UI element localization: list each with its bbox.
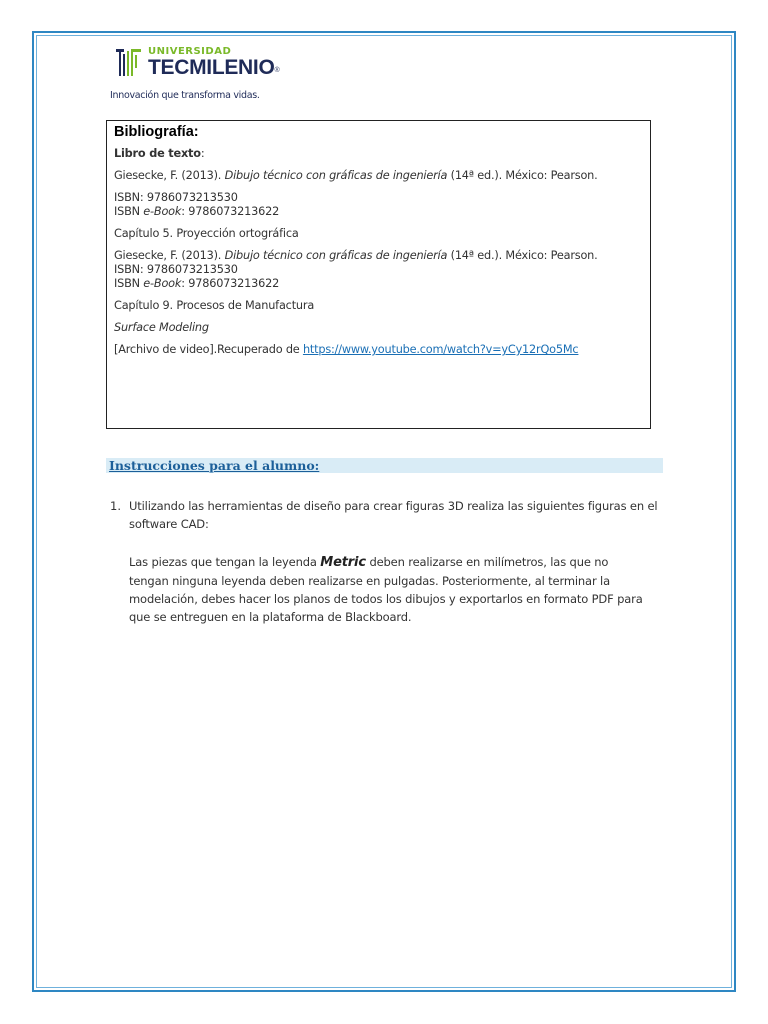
isbn-2: ISBN: 9786073213530 xyxy=(114,263,238,276)
list-item-number: 1. xyxy=(110,499,121,513)
logo-university-text: UNIVERSIDAD xyxy=(148,46,232,57)
logo-name xyxy=(148,56,279,80)
video-title-text: Surface Modeling xyxy=(114,321,209,334)
list-item-text: Utilizando las herramientas de diseño para crear figuras 3D realiza las siguientes figuras en el software CAD: xyxy=(129,499,658,531)
instructions-paragraph xyxy=(129,553,649,626)
ebook2-prefix: ISBN xyxy=(114,277,144,290)
ebook-isbn-1 xyxy=(114,205,643,219)
metric-keyword: Metric xyxy=(320,555,366,570)
bibliography-box xyxy=(106,120,651,429)
ebook1-prefix: ISBN xyxy=(114,205,144,218)
entry2-publisher: (14ª ed.). México: Pearson. xyxy=(447,249,598,262)
para-before: Las piezas que tengan la leyenda xyxy=(129,555,321,569)
para-after: deben realizarse en milímetros, las que no tengan ninguna leyenda deben realizarse en pulgadas. Posteriormente, al terminar la modelación, debes hacer los planos de todos los dibujos y exportarlos en formato PDF para que se entreguen en la plataforma de Blackboard. xyxy=(129,555,643,624)
university-logo xyxy=(110,42,310,104)
textbook-label: Libro de texto xyxy=(114,147,201,160)
entry1-publisher: (14ª ed.). México: Pearson. xyxy=(447,169,598,182)
reference-entry-1 xyxy=(114,169,643,183)
chapter-1: Capítulo 5. Proyección ortográfica xyxy=(114,227,299,240)
instructions-header xyxy=(106,458,663,473)
reference-entry-2 xyxy=(114,249,643,263)
ebook-isbn-2 xyxy=(114,277,643,291)
bibliography-title: Bibliografía: xyxy=(114,124,199,140)
entry2-title: Dibujo técnico con gráficas de ingeniería xyxy=(224,249,448,262)
tecmilenio-logo-icon xyxy=(114,46,144,78)
video-title xyxy=(114,321,643,335)
textbook-label-line xyxy=(114,147,643,161)
ebook1-label: e-Book xyxy=(143,205,182,218)
ebook1-value: : 9786073213622 xyxy=(181,205,280,218)
video-reference xyxy=(114,343,643,357)
ebook2-label: e-Book xyxy=(143,277,182,290)
logo-tagline: Innovación que transforma vidas. xyxy=(110,90,260,101)
entry2-author: Giesecke, F. (2013). xyxy=(114,249,225,262)
logo-registered-mark: ® xyxy=(274,67,280,74)
entry1-title: Dibujo técnico con gráficas de ingeniería xyxy=(224,169,448,182)
entry1-author: Giesecke, F. (2013). xyxy=(114,169,225,182)
instructions-title: Instrucciones para el alumno: xyxy=(109,458,320,473)
video-prefix: [Archivo de video].Recuperado de xyxy=(114,343,303,356)
ebook2-value: : 9786073213622 xyxy=(181,277,280,290)
isbn-1: ISBN: 9786073213530 xyxy=(114,191,238,204)
textbook-colon: : xyxy=(200,147,205,160)
logo-name-text: TECMILENIO xyxy=(148,56,275,79)
video-link[interactable]: https://www.youtube.com/watch?v=yCy12rQo5Mc xyxy=(302,343,579,356)
chapter-2: Capítulo 9. Procesos de Manufactura xyxy=(114,299,315,312)
